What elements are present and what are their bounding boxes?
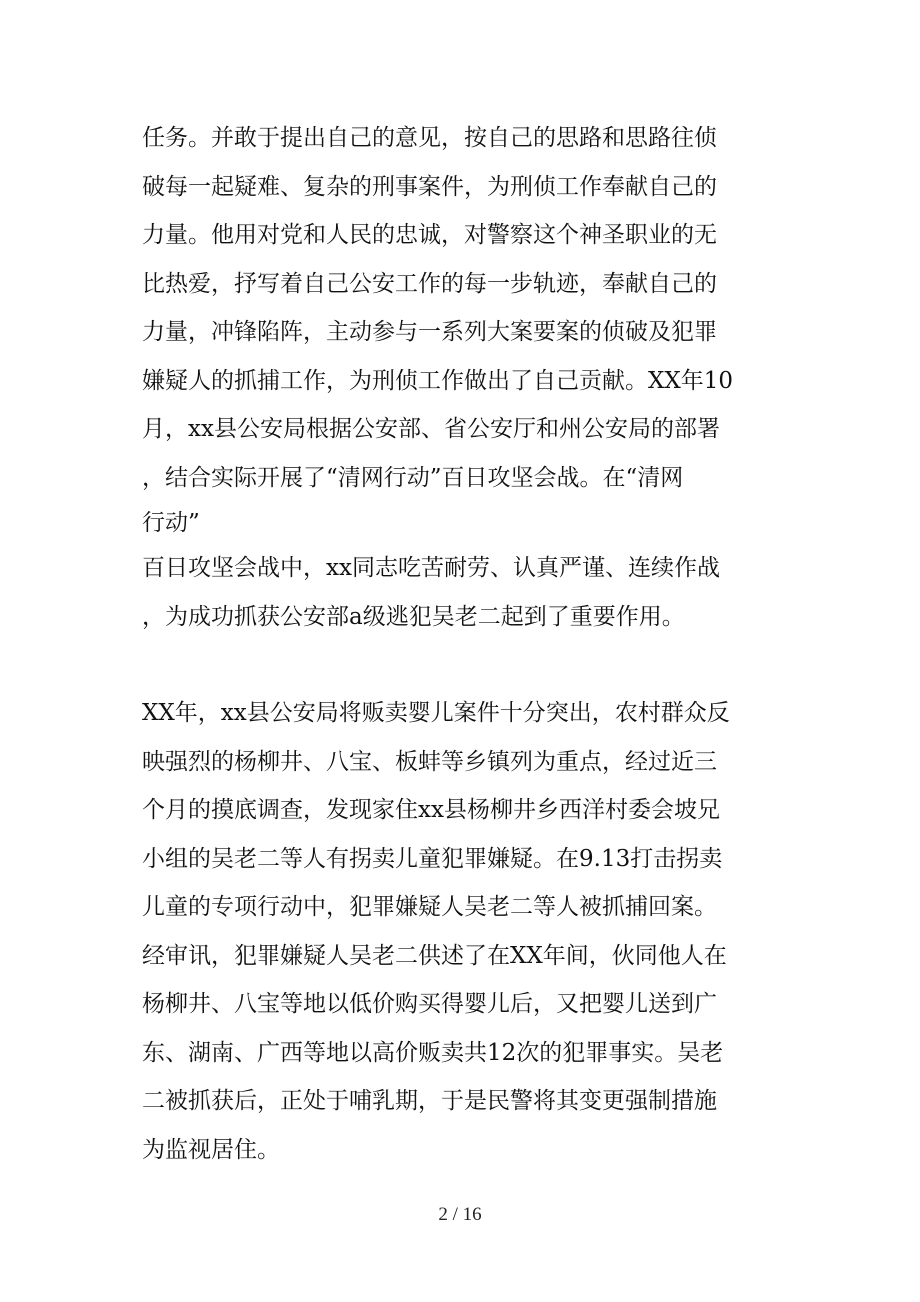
page-number: 2 / 16 [438,1204,482,1225]
text-line: 映强烈的杨柳井、八宝、板蚌等乡镇列为重点，经过近三 [142,748,717,775]
text-line: 小组的吴老二等人有拐卖儿童犯罪嫌疑。在9.13打击拐卖 [142,845,723,872]
text-line: 百日攻坚会战中，xx同志吃苦耐劳、认真严谨、连续作战 [142,555,720,581]
document-body [142,114,802,1174]
paragraph-2 [142,689,802,1174]
text-line: 力量，冲锋陷阵，主动参与一系列大案要案的侦破及犯罪 [142,319,717,345]
text-line: 个月的摸底调查，发现家住xx县杨柳井乡西洋村委会坡兄 [142,797,720,823]
text-line: 为监视居住。 [142,1136,280,1163]
text-line: 行动” [142,510,200,536]
text-line: 月，xx县公安局根据公安部、省公安厅和州公安局的部署 [142,416,720,442]
paragraph-1 [142,114,802,641]
text-line: 二被抓获后，正处于哺乳期，于是民警将其变更强制措施 [142,1088,717,1114]
text-line: 经审讯，犯罪嫌疑人吴老二供述了在XX年间，伙同他人在 [142,942,727,969]
paragraph-spacer [142,641,802,689]
text-line: ，结合实际开展了“清网行动”百日攻坚会战。在“清网 [142,464,684,491]
text-line: ，为成功抓获公安部a级逃犯吴老二起到了重要作用。 [142,603,685,630]
text-line: 力量。他用对党和人民的忠诚，对警察这个神圣职业的无 [142,222,717,248]
text-line: XX年，xx县公安局将贩卖婴儿案件十分突出，农村群众反 [142,700,730,726]
text-line: 比热爱，抒写着自己公安工作的每一步轨迹，奉献自己的 [142,270,717,297]
text-line: 任务。并敢于提出自己的意见，按自己的思路和思路往侦 [142,125,717,151]
text-line: 嫌疑人的抓捕工作，为刑侦工作做出了自己贡献。XX年10 [142,367,734,394]
text-line: 儿童的专项行动中，犯罪嫌疑人吴老二等人被抓捕回案。 [142,894,717,920]
text-line: 东、湖南、广西等地以高价贩卖共12次的犯罪事实。吴老 [142,1039,724,1066]
text-line: 杨柳井、八宝等地以低价购买得婴儿后，又把婴儿送到广 [142,991,717,1017]
text-line: 破每一起疑难、复杂的刑事案件，为刑侦工作奉献自己的 [142,173,717,200]
